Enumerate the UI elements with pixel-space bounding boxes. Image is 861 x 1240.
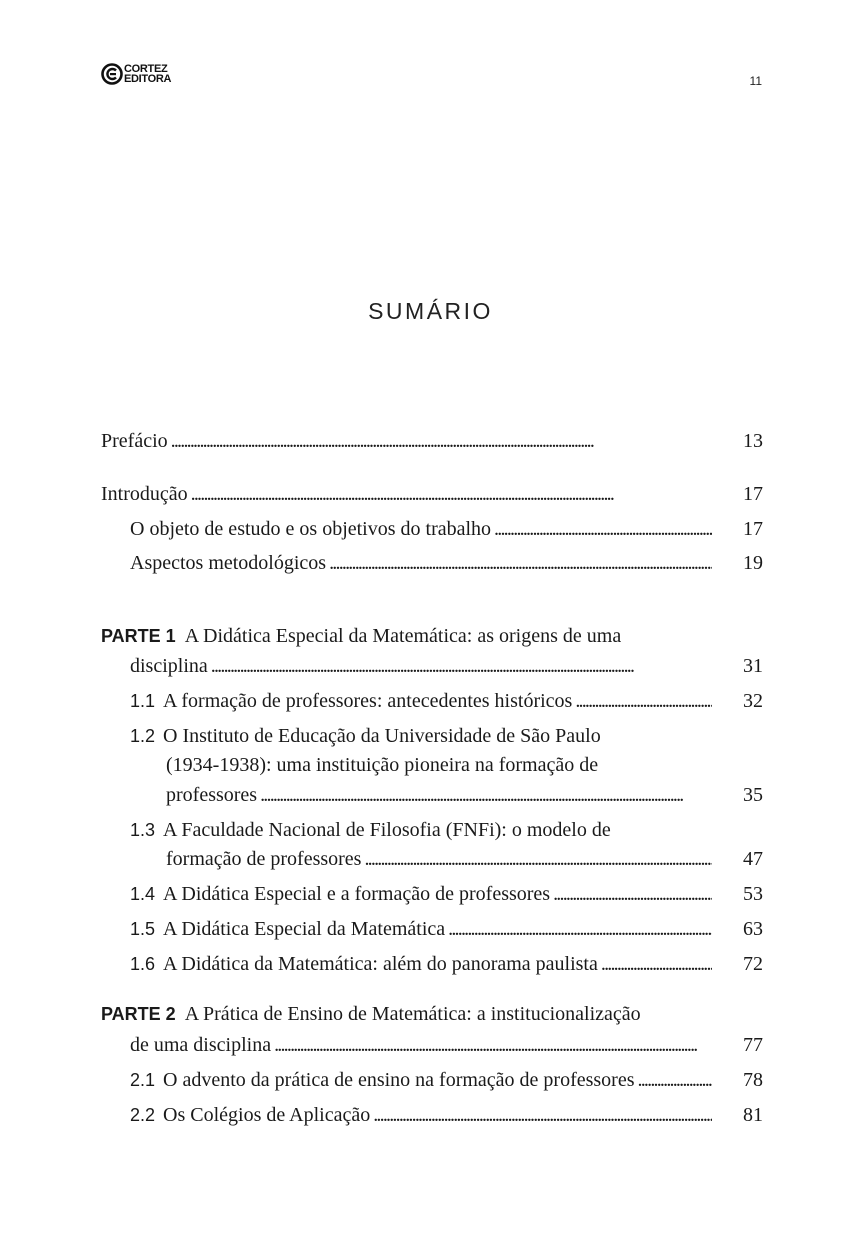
dot-leader [638, 1068, 712, 1092]
section-number: 1.2 [130, 726, 156, 746]
toc-entry-objeto[interactable] [130, 517, 712, 541]
section-title: A Didática da Matemática: além do panorama paulista [163, 953, 598, 975]
dot-leader [373, 1103, 712, 1127]
dot-leader [553, 882, 712, 906]
toc-page-number: 19 [743, 552, 763, 574]
toc-section-1-6[interactable] [130, 952, 712, 976]
toc-page-number: 72 [743, 953, 763, 975]
part-title-line2: de uma disciplina [130, 1034, 272, 1056]
toc-section-1-5[interactable] [130, 917, 712, 941]
part-title-line1: A Didática Especial da Matemática: as origens de uma [184, 625, 622, 647]
dot-leader [329, 551, 712, 575]
dot-leader [575, 689, 712, 713]
dot-leader [601, 952, 712, 976]
dot-leader [448, 917, 712, 941]
toc-part-2-continuation[interactable] [130, 1033, 712, 1057]
section-title-line3: professores [166, 784, 258, 806]
toc-page-number: 17 [743, 483, 763, 505]
section-title: Os Colégios de Aplicação [163, 1104, 371, 1126]
toc-section-1-2-continuation[interactable] [166, 783, 712, 807]
toc-section-1-3[interactable] [130, 818, 611, 842]
toc-section-1-4[interactable] [130, 882, 712, 906]
section-title: A Didática Especial da Matemática [163, 918, 446, 940]
toc-entry-label: Introdução [101, 483, 188, 505]
toc-section-1-1[interactable] [130, 689, 712, 713]
dot-leader [171, 429, 712, 453]
section-number: 2.1 [130, 1070, 156, 1090]
toc-entry-label: Prefácio [101, 430, 168, 452]
toc-page-number: 77 [743, 1034, 763, 1056]
dot-leader [274, 1033, 712, 1057]
toc-page-number: 35 [743, 784, 763, 806]
section-title-line1: O Instituto de Educação da Universidade de São Paulo [163, 725, 601, 747]
dot-leader [364, 847, 712, 871]
publisher-line1: CORTEZ [124, 63, 168, 75]
section-title: A formação de professores: antecedentes históricos [163, 690, 573, 712]
toc-part-2-heading[interactable] [101, 1002, 641, 1026]
part-title-line2: disciplina [130, 655, 208, 677]
page-number: 11 [749, 74, 762, 88]
part-number: PARTE 1 [101, 626, 176, 646]
part-title-line1: A Prática de Ensino de Matemática: a institucionalização [184, 1003, 641, 1025]
section-title: O advento da prática de ensino na formação de professores [163, 1069, 635, 1091]
section-title: A Didática Especial e a formação de professores [163, 883, 551, 905]
dot-leader [211, 654, 712, 678]
toc-page-number: 17 [743, 518, 763, 540]
section-number: 1.5 [130, 919, 156, 939]
toc-section-1-3-continuation[interactable] [166, 847, 712, 871]
toc-section-2-2[interactable] [130, 1103, 712, 1127]
toc-page-number: 32 [743, 690, 763, 712]
section-number: 1.3 [130, 820, 156, 840]
section-number: 1.6 [130, 954, 156, 974]
section-number: 1.1 [130, 691, 156, 711]
toc-entry-introducao[interactable] [101, 482, 712, 506]
toc-page-number: 47 [743, 848, 763, 870]
dot-leader [191, 482, 712, 506]
toc-page-number: 63 [743, 918, 763, 940]
toc-page-number: 13 [743, 430, 763, 452]
toc-section-2-1[interactable] [130, 1068, 712, 1092]
toc-part-1-continuation[interactable] [130, 654, 712, 678]
toc-page-number: 78 [743, 1069, 763, 1091]
page-title: SUMÁRIO [368, 298, 493, 324]
toc-entry-prefacio[interactable] [101, 429, 712, 453]
section-title-line1: A Faculdade Nacional de Filosofia (FNFi): o modelo de [163, 819, 611, 841]
section-number: 1.4 [130, 884, 156, 904]
section-number: 2.2 [130, 1105, 156, 1125]
publisher-line2: EDITORA [124, 73, 172, 85]
toc-section-1-2[interactable] [130, 724, 601, 748]
toc-entry-label: O objeto de estudo e os objetivos do trabalho [130, 518, 492, 540]
toc-page-number: 81 [743, 1104, 763, 1126]
part-number: PARTE 2 [101, 1004, 176, 1024]
toc-entry-label: Aspectos metodológicos [130, 552, 327, 574]
toc-page-number: 31 [743, 655, 763, 677]
toc-page-number: 53 [743, 883, 763, 905]
toc-entry-aspectos[interactable] [130, 551, 712, 575]
toc-part-1-heading[interactable] [101, 624, 621, 648]
section-title-line2: (1934-1938): uma instituição pioneira na formação de [166, 754, 599, 776]
dot-leader [260, 783, 712, 807]
section-title-line2: formação de professores [166, 848, 362, 870]
dot-leader [494, 517, 712, 541]
